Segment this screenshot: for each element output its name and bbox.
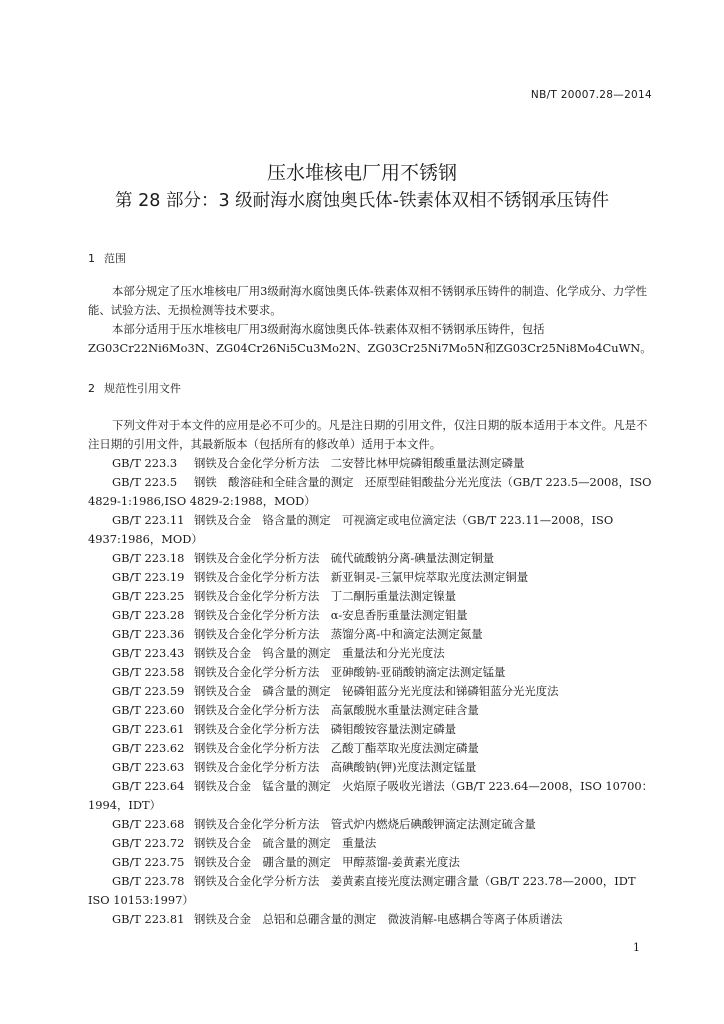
reference-item: [88, 606, 656, 625]
reference-title: 钢铁及合金 硫含量的测定 重量法: [194, 836, 377, 850]
reference-code: GB/T 223.3: [112, 456, 178, 470]
section-number: 2: [88, 382, 95, 395]
reference-title: 钢铁及合金 硼含量的测定 甲醇蒸馏-姜黄素光度法: [194, 855, 460, 869]
document-title: 压水堆核电厂用不锈钢: [266, 162, 457, 184]
reference-item: [88, 682, 656, 701]
reference-item: [88, 777, 656, 815]
reference-title: 钢铁及合金 钨含量的测定 重量法和分光光度法: [194, 646, 445, 660]
reference-item: [88, 625, 656, 644]
reference-title: 钢铁及合金化学分析方法 姜黄素直接光度法测定硼含量（GB/T 223.78—2000，IDT ISO 10153:1997）: [88, 874, 636, 907]
reference-title: 钢铁及合金化学分析方法 高碘酸钠(钾)光度法测定锰量: [194, 760, 477, 774]
reference-code: GB/T 223.75: [112, 855, 185, 869]
reference-title: 钢铁及合金化学分析方法 高氯酸脱水重量法测定硅含量: [194, 703, 479, 717]
scope-paragraph: 本部分规定了压水堆核电厂用3级耐海水腐蚀奥氏体-铁素体双相不锈钢承压铸件的制造、化学成分、力学性能、试验方法、无损检测等技术要求。: [88, 284, 648, 317]
section-title: 规范性引用文件: [104, 382, 181, 395]
references-intro: [88, 416, 656, 454]
reference-title: 钢铁及合金化学分析方法 丁二酮肟重量法测定镍量: [194, 589, 456, 603]
reference-item: [88, 910, 656, 929]
reference-item: [88, 454, 656, 473]
reference-code: GB/T 223.18: [112, 551, 185, 565]
reference-item: [88, 758, 656, 777]
reference-title: 钢铁及合金化学分析方法 亚砷酸钠-亚硝酸钠滴定法测定锰量: [194, 665, 506, 679]
page-number: 1: [633, 941, 640, 954]
reference-item: [88, 663, 656, 682]
reference-item: [88, 853, 656, 872]
reference-title: 钢铁及合金化学分析方法 管式炉内燃烧后碘酸钾滴定法测定硫含量: [194, 817, 536, 831]
reference-title: 钢铁及合金化学分析方法 蒸馏分离-中和滴定法测定氮量: [194, 627, 483, 641]
reference-code: GB/T 223.36: [112, 627, 185, 641]
reference-item: [88, 568, 656, 587]
section-number: 1: [88, 252, 95, 265]
reference-code: GB/T 223.72: [112, 836, 185, 850]
reference-code: GB/T 223.43: [112, 646, 185, 660]
reference-item: [88, 549, 656, 568]
section-title: 范围: [104, 252, 126, 265]
reference-code: GB/T 223.63: [112, 760, 185, 774]
section-heading-scope: [88, 250, 126, 266]
reference-item: [88, 834, 656, 853]
reference-item: [88, 872, 656, 910]
standard-number: NB/T 20007.28—2014: [530, 89, 652, 101]
reference-title: 钢铁及合金化学分析方法 硫代硫酸钠分离-碘量法测定铜量: [194, 551, 495, 565]
reference-code: GB/T 223.78: [112, 874, 185, 888]
reference-code: GB/T 223.68: [112, 817, 185, 831]
reference-code: GB/T 223.81: [112, 912, 185, 926]
section-heading-normative-references: [88, 380, 181, 396]
reference-item: [88, 701, 656, 720]
reference-title: 钢铁及合金化学分析方法 乙酸丁酯萃取光度法测定磷量: [194, 741, 479, 755]
reference-list: [88, 454, 656, 929]
reference-title: 钢铁及合金 磷含量的测定 铋磷钼蓝分光光度法和锑磷钼蓝分光光度法: [194, 684, 559, 698]
scope-paragraph: 本部分适用于压水堆核电厂用3级耐海水腐蚀奥氏体-铁素体双相不锈钢承压铸件，包括ZG03Cr22Ni6Mo3N、ZG04Cr26Ni5Cu3Mo2N、ZG03Cr25Ni7Mo5N和ZG03Cr25Ni8Mo4CuWN。: [88, 322, 652, 355]
reference-code: GB/T 223.28: [112, 608, 185, 622]
scope-body: [88, 282, 656, 358]
reference-item: [88, 473, 656, 511]
reference-code: GB/T 223.59: [112, 684, 185, 698]
reference-code: GB/T 223.61: [112, 722, 185, 736]
reference-title: 钢铁及合金 锰含量的测定 火焰原子吸收光谱法（GB/T 223.64—2008，ISO 10700：1994，IDT）: [88, 779, 654, 812]
reference-item: [88, 815, 656, 834]
reference-code: GB/T 223.5: [112, 475, 178, 489]
reference-code: GB/T 223.19: [112, 570, 185, 584]
reference-item: [88, 587, 656, 606]
reference-code: GB/T 223.11: [112, 513, 185, 527]
reference-title: 钢铁 酸溶硅和全硅含量的测定 还原型硅钼酸盐分光光度法（GB/T 223.5—2008，ISO 4829-1:1986,ISO 4829-2:1988，MOD）: [88, 475, 652, 508]
reference-code: GB/T 223.25: [112, 589, 185, 603]
reference-item: [88, 644, 656, 663]
reference-code: GB/T 223.58: [112, 665, 185, 679]
document-subtitle: 第 28 部分：3 级耐海水腐蚀奥氏体-铁素体双相不锈钢承压铸件: [115, 191, 609, 211]
reference-item: [88, 720, 656, 739]
reference-item: [88, 511, 656, 549]
reference-title: 钢铁及合金化学分析方法 α-安息香肟重量法测定钼量: [194, 608, 468, 622]
reference-title: 钢铁及合金化学分析方法 磷钼酸铵容量法测定磷量: [194, 722, 456, 736]
reference-title: 钢铁及合金化学分析方法 新亚铜灵-三氯甲烷萃取光度法测定铜量: [194, 570, 529, 584]
reference-item: [88, 739, 656, 758]
reference-title: 钢铁及合金 铬含量的测定 可视滴定或电位滴定法（GB/T 223.11—2008，ISO 4937:1986，MOD）: [88, 513, 614, 546]
reference-code: GB/T 223.60: [112, 703, 185, 717]
reference-code: GB/T 223.62: [112, 741, 185, 755]
references-intro-paragraph: 下列文件对于本文件的应用是必不可少的。凡是注日期的引用文件，仅注日期的版本适用于本文件。凡是不注日期的引用文件，其最新版本（包括所有的修改单）适用于本文件。: [88, 418, 648, 451]
reference-title: 钢铁及合金化学分析方法 二安替比林甲烷磷钼酸重量法测定磷量: [194, 456, 525, 470]
reference-title: 钢铁及合金 总铝和总硼含量的测定 微波消解-电感耦合等离子体质谱法: [194, 912, 563, 926]
reference-code: GB/T 223.64: [112, 779, 185, 793]
